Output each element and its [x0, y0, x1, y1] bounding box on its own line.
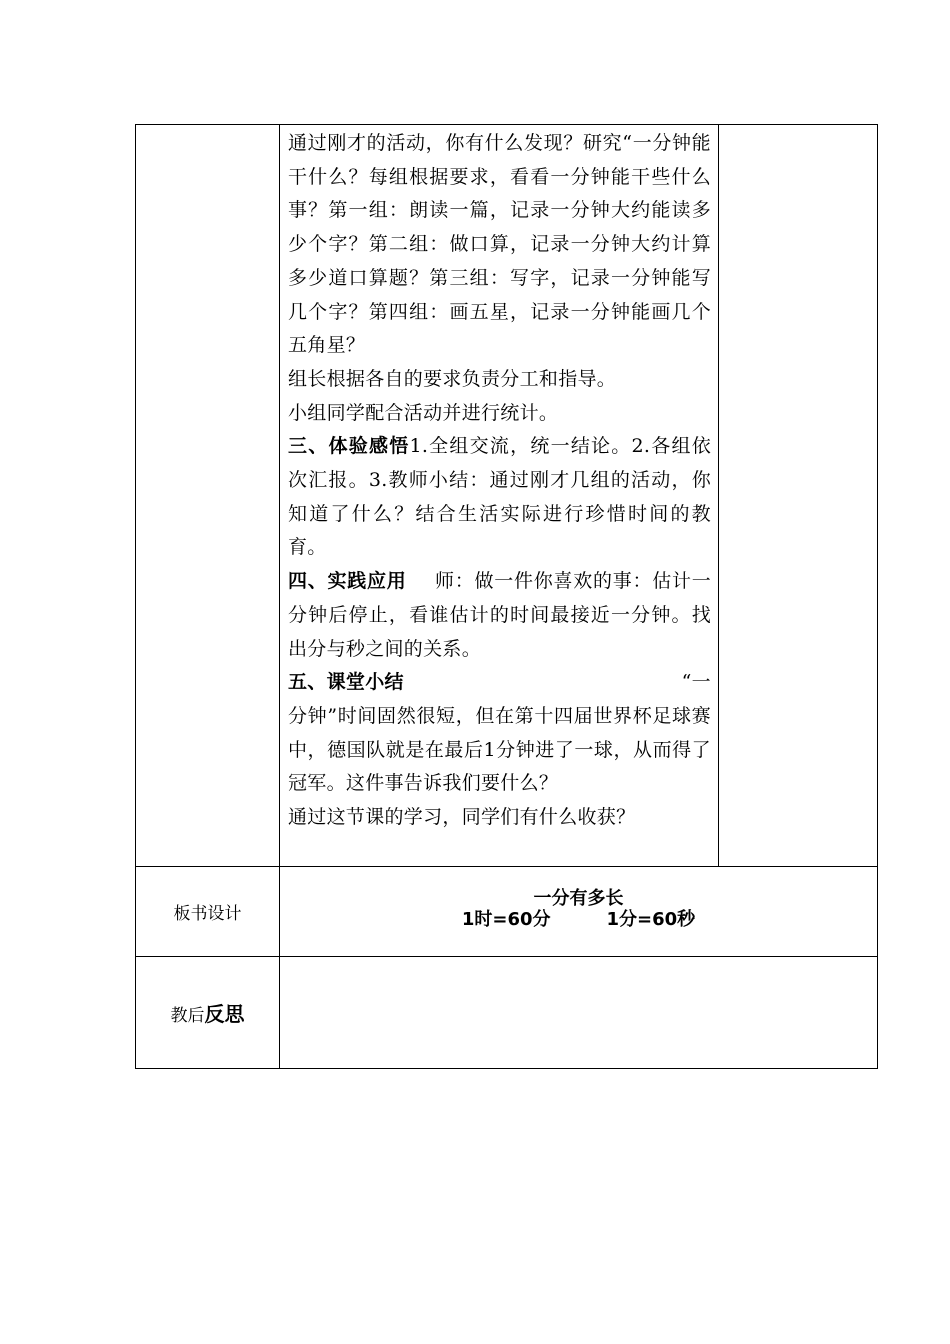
section-summary-quote: “一	[681, 671, 711, 694]
reflection-row	[136, 957, 878, 1069]
section-practice-text: 师：做一件你喜欢的事：估计一分钟后停止，看谁估计的时间最接近一分钟。找出分与秒之间的关系。	[288, 570, 711, 660]
board-formula-hour: 1时=60分	[461, 908, 551, 930]
activity-content-cell	[280, 125, 719, 867]
reflection-content[interactable]	[280, 957, 878, 1069]
section-experience	[288, 430, 711, 565]
board-title: 一分有多长	[533, 887, 624, 909]
section-practice	[288, 565, 711, 666]
reflection-label-bold: 反思	[204, 1002, 245, 1026]
section-experience-text: 1.全组交流，统一结论。2.各组依次汇报。3.教师小结：通过刚才几组的活动，你知道了什么？结合生活实际进行珍惜时间的教育。	[288, 435, 711, 559]
section-summary-text: 分钟”时间固然很短，但在第十四届世界杯足球赛中，德国队就是在最后1分钟进了一球，从而得了冠军。这件事告诉我们要什么？	[288, 704, 711, 795]
activity-row	[136, 125, 878, 867]
section-summary-heading-line	[288, 666, 711, 700]
paragraph-discovery: 通过刚才的活动，你有什么发现？研究“一分钟能干什么？每组根据要求，看看一分钟能干些什么事？第一组：朗读一篇，记录一分钟大约能读多少个字？第二组：做口算，记录一分钟大约计算多少道口算题？第三组：写字，记录一分钟能写几个字？第四组：画五星，记录一分钟能画几个五角星？	[288, 132, 711, 357]
lesson-plan-table	[135, 124, 878, 1069]
board-formula-minute: 1分=60秒	[606, 908, 696, 930]
reflection-label-prefix: 教后	[170, 1006, 205, 1026]
section-practice-heading: 四、实践应用	[288, 570, 407, 593]
activity-notes-cell	[719, 125, 878, 867]
paragraph-closing: 通过这节课的学习，同学们有什么收获？	[288, 806, 636, 829]
section-experience-heading: 三、体验感悟	[288, 435, 410, 458]
reflection-label	[136, 957, 280, 1069]
board-design-content	[280, 867, 878, 957]
board-design-label: 板书设计	[136, 867, 280, 957]
section-summary-heading: 五、课堂小结	[288, 671, 404, 694]
activity-label-cell	[136, 125, 280, 867]
activity-content	[280, 125, 718, 837]
paragraph-group-stats: 小组同学配合活动并进行统计。	[288, 401, 559, 424]
board-formulas	[280, 909, 877, 930]
paragraph-group-leader: 组长根据各自的要求负责分工和指导。	[288, 367, 617, 390]
board-design-row	[136, 867, 878, 957]
